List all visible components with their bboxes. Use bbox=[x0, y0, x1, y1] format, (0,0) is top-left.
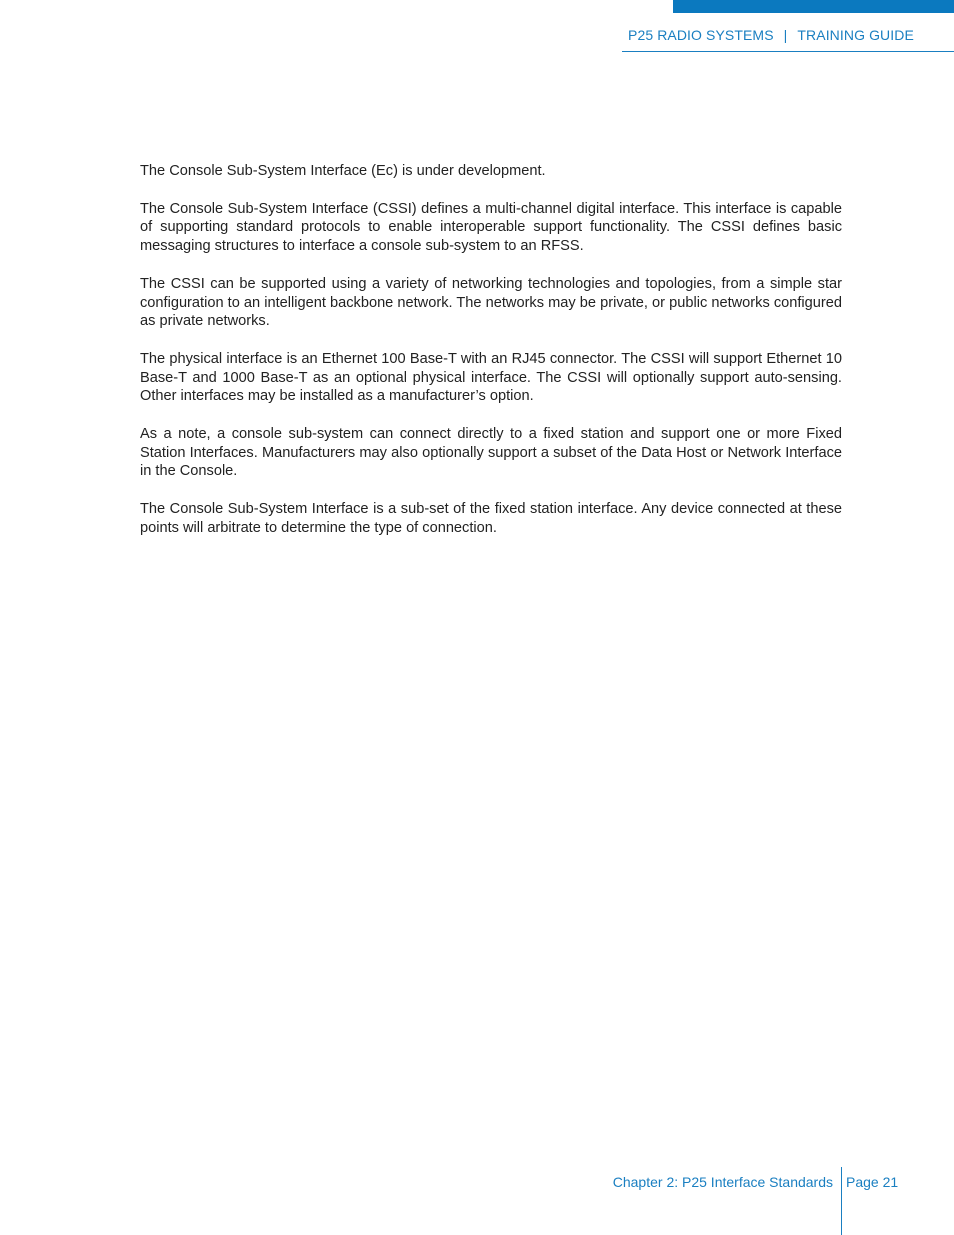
paragraph: The Console Sub-System Interface (CSSI) defines a multi-channel digital interface. This interface is capable of supporting standard protocols to enable interoperable support functionality. The CSSI defines basic messaging structures to interface a console sub-system to an RFSS. bbox=[140, 200, 842, 255]
footer-chapter: Chapter 2: P25 Interface Standards bbox=[612, 1174, 833, 1190]
paragraph: As a note, a console sub-system can connect directly to a fixed station and support one or more Fixed Station Interfaces. Manufacturers may also optionally support a subset of the Data Host or Network Interface in the Console. bbox=[140, 426, 842, 480]
paragraph: The CSSI can be supported using a variety of networking technologies and topologies, from a simple star configuration to an intelligent backbone network. The networks may be private, or public networks configured as private networks. bbox=[140, 275, 842, 330]
paragraph: The Console Sub-System Interface is a sub-set of the fixed station interface. Any device connected at these points will arbitrate to determine the type of connection. bbox=[140, 501, 842, 536]
header-title: P25 RADIO SYSTEMS bbox=[628, 27, 774, 43]
footer-divider bbox=[841, 1167, 842, 1235]
running-header bbox=[628, 27, 914, 43]
header-accent-bar bbox=[673, 0, 954, 13]
body-text bbox=[140, 162, 842, 557]
header-rule bbox=[622, 51, 954, 52]
header-separator: | bbox=[783, 27, 788, 43]
page-number: Page 21 bbox=[846, 1174, 899, 1190]
paragraph: The physical interface is an Ethernet 100 Base-T with an RJ45 connector. The CSSI will support Ethernet 10 Base-T and 1000 Base-T as an optional physical interface. The CSSI will optionally support auto-sensing. Other interfaces may be installed as a manufacturer’s option. bbox=[140, 350, 842, 405]
paragraph: The Console Sub-System Interface (Ec) is under development. bbox=[140, 163, 546, 179]
header-subtitle: TRAINING GUIDE bbox=[797, 27, 914, 43]
